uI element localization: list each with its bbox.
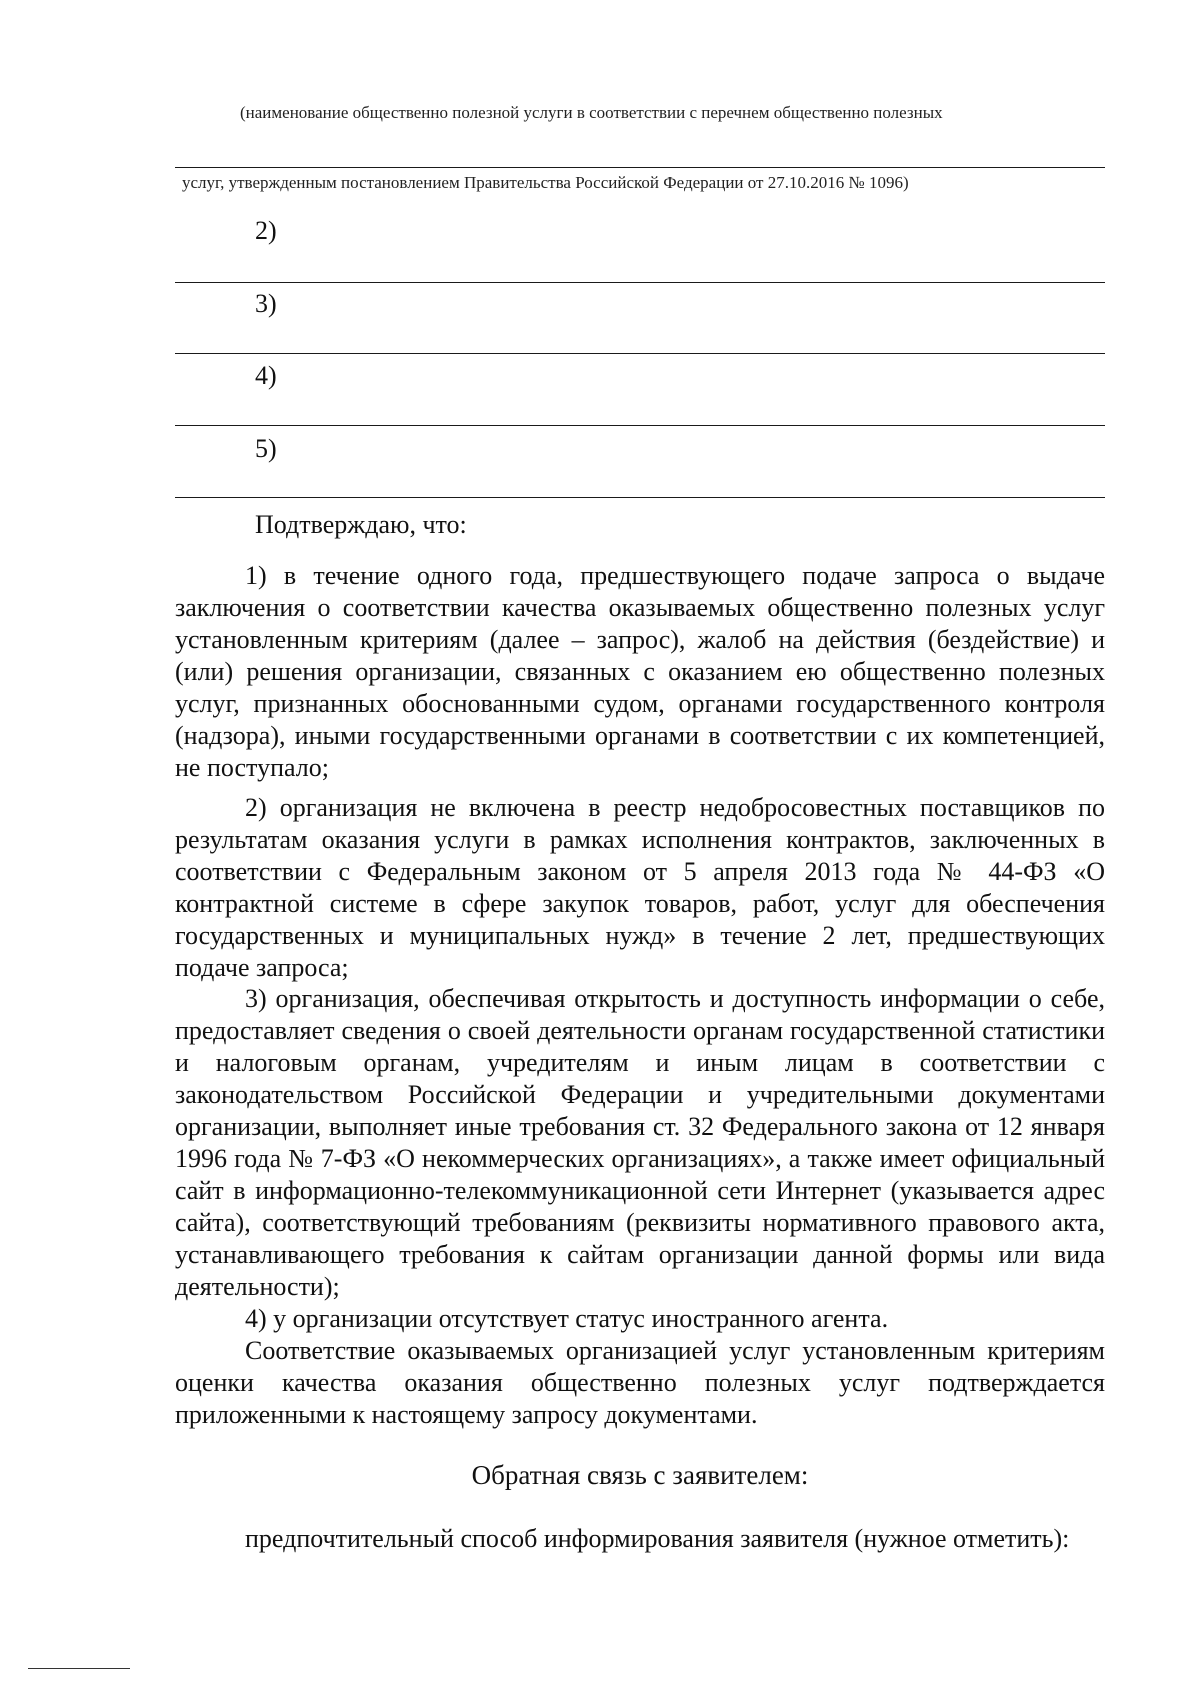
confirmation-item-1 bbox=[175, 560, 1105, 784]
conformity-statement-text: Соответствие оказываемых организацией услуг установленным критериям оценки качества оказания общественно полезных услуг подтверждается приложенными к настоящему запросу документами. bbox=[175, 1336, 1105, 1429]
confirmation-item-2 bbox=[175, 792, 1105, 984]
confirmation-item-1-text: 1) в течение одного года, предшествующего подаче запроса о выдаче заключения о соответствии качества оказываемых общественно полезных услуг установленным критериям (далее – запрос), жалоб на действия (бездействие) и (или) решения организации, связанных с оказанием ею общественно полезных услуг, признанных обоснованными судом, органами государственного контроля (надзора), иными государственными органами в соответствии с их компетенцией, не поступало; bbox=[175, 561, 1105, 782]
service-item-3-number: 3) bbox=[255, 289, 277, 318]
service-item-4-number: 4) bbox=[255, 361, 277, 390]
service-item-2-field[interactable] bbox=[175, 282, 1105, 283]
confirmation-item-4 bbox=[175, 1303, 1105, 1335]
service-name-rule bbox=[175, 167, 1105, 168]
service-name-caption-line1: (наименование общественно полезной услуги в соответствии с перечнем общественно полезных bbox=[240, 103, 943, 122]
service-item-5-field[interactable] bbox=[175, 497, 1105, 498]
feedback-method-text: предпочтительный способ информирования заявителя (нужное отметить): bbox=[245, 1524, 1070, 1553]
feedback-method bbox=[175, 1523, 1105, 1555]
confirmation-lead: Подтверждаю, что: bbox=[255, 510, 467, 539]
footnote-separator bbox=[28, 1668, 130, 1669]
feedback-heading: Обратная связь с заявителем: bbox=[471, 1460, 809, 1490]
service-item-3-field[interactable] bbox=[175, 353, 1105, 354]
confirmation-item-2-text: 2) организация не включена в реестр недобросовестных поставщиков по результатам оказания услуги в рамках исполнения контрактов, заключенных в соответствии с Федеральным законом от 5 апреля 2013 года № 44-ФЗ «О контрактной системе в сфере закупок товаров, работ, услуг для обеспечения государственных и муниципальных нужд» в течение 2 лет, предшествующих подаче запроса; bbox=[175, 793, 1105, 982]
service-item-5-number: 5) bbox=[255, 434, 277, 463]
confirmation-item-3 bbox=[175, 983, 1105, 1303]
conformity-statement bbox=[175, 1335, 1105, 1431]
service-item-2-number: 2) bbox=[255, 216, 277, 245]
service-name-caption-line2: услуг, утвержденным постановлением Правительства Российской Федерации от 27.10.2016 № 1096) bbox=[182, 173, 909, 192]
service-item-4-field[interactable] bbox=[175, 425, 1105, 426]
confirmation-item-3-text: 3) организация, обеспечивая открытость и доступность информации о себе, предоставляет сведения о своей деятельности органам государственной статистики и налоговым органам, учредителям и иным лицам в соответствии с законодательством Российской Федерации и учредительными документами организации, выполняет иные требования ст. 32 Федерального закона от 12 января 1996 года № 7-ФЗ «О некоммерческих организациях», а также имеет официальный сайт в информационно-телекоммуникационной сети Интернет (указывается адрес сайта), соответствующий требованиям (реквизиты нормативного правового акта, устанавливающего требования к сайтам организации данной формы или вида деятельности); bbox=[175, 984, 1105, 1301]
confirmation-item-4-text: 4) у организации отсутствует статус иностранного агента. bbox=[245, 1304, 889, 1333]
